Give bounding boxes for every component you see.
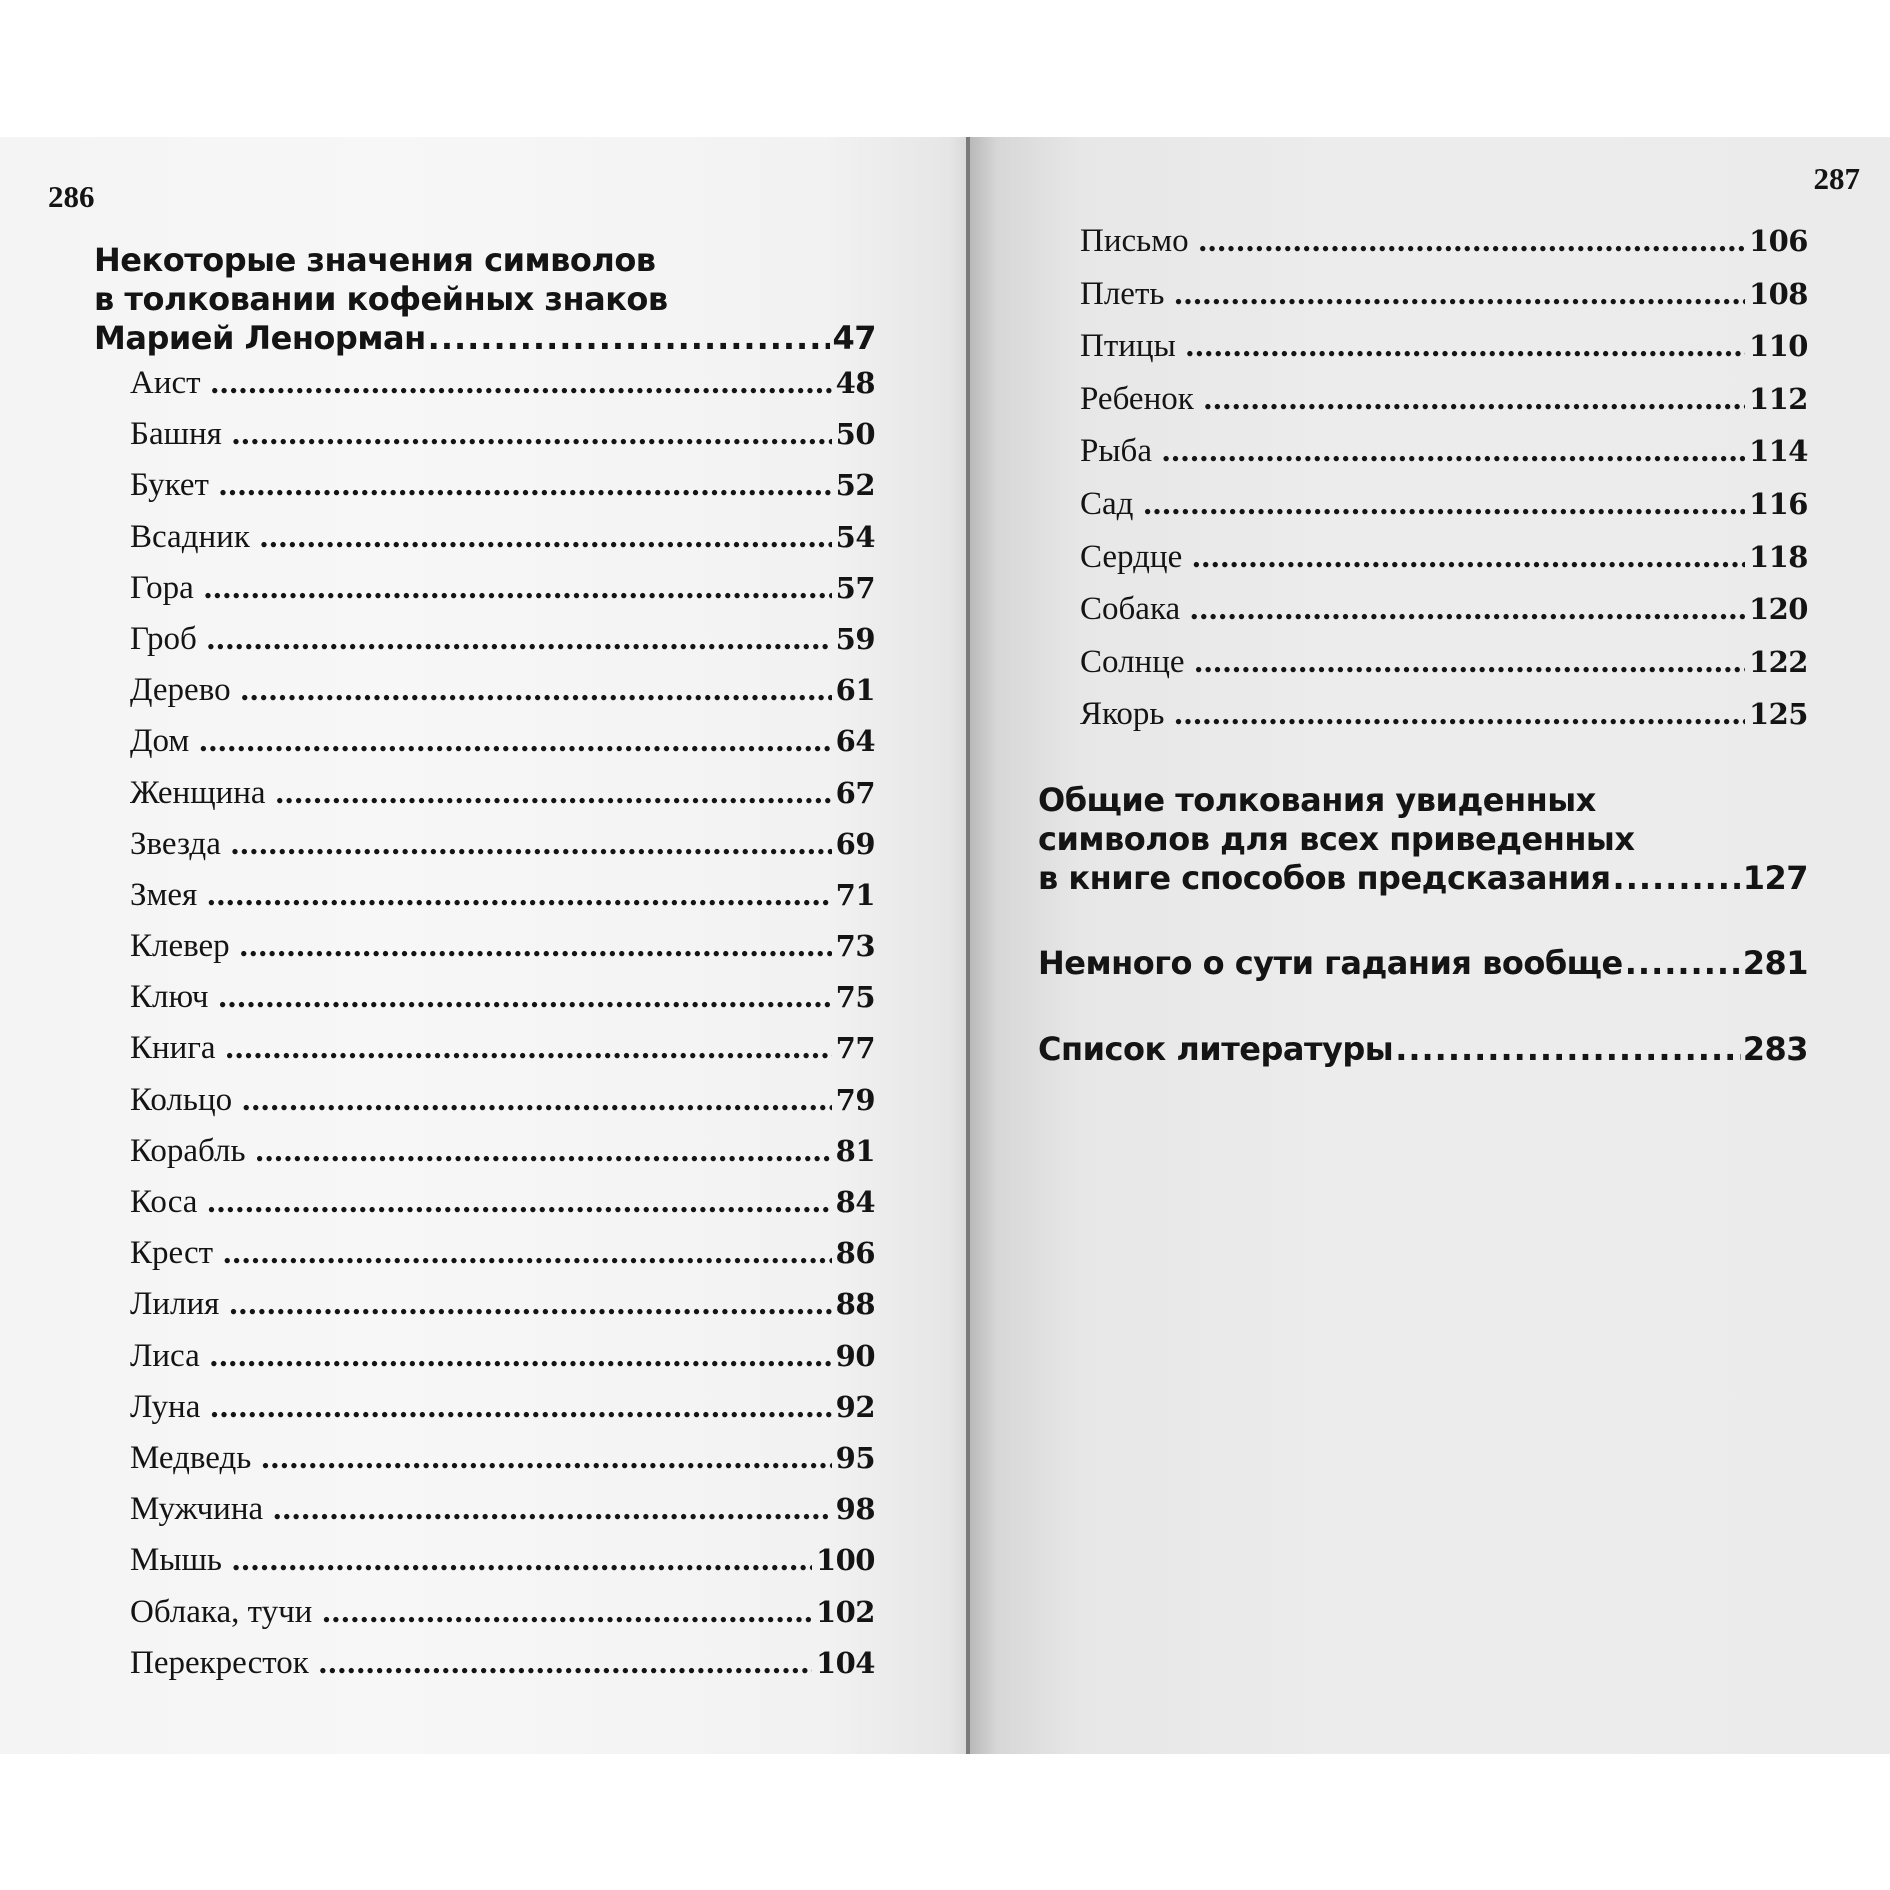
toc-entry[interactable] [130, 467, 875, 518]
toc-entry[interactable] [1080, 328, 1808, 381]
toc-entry-title: Всадник [130, 518, 250, 555]
toc-entry-page: 110 [1748, 329, 1808, 364]
heading-page-ref: 281 [1742, 944, 1808, 982]
dot-leader [232, 416, 832, 453]
toc-entry-title: Коса [130, 1184, 198, 1220]
heading-line: символов для всех приведенных [1038, 820, 1635, 858]
toc-entry[interactable] [130, 1645, 875, 1696]
toc-entry-title: Книга [130, 1030, 216, 1067]
toc-entry-title: Крест [130, 1235, 214, 1272]
dot-leader [322, 1594, 812, 1631]
dot-leader [207, 621, 832, 658]
toc-entry-page: 100 [815, 1543, 875, 1578]
heading-page-ref: 283 [1742, 1030, 1808, 1068]
dot-leader [207, 877, 831, 914]
toc-entry[interactable] [130, 416, 875, 467]
toc-entry[interactable] [130, 1594, 875, 1645]
toc-entry-page: 79 [835, 1082, 875, 1117]
left-page [0, 137, 968, 1754]
dot-leader [211, 365, 832, 402]
toc-entry[interactable] [1080, 223, 1808, 276]
toc-entry-page: 104 [815, 1645, 875, 1680]
dot-leader [261, 1440, 831, 1477]
dot-leader [199, 723, 831, 760]
right-page [970, 137, 1890, 1754]
toc-entry[interactable] [130, 775, 875, 826]
toc-entry-title: Звезда [130, 825, 221, 862]
toc-entry[interactable] [130, 1133, 875, 1184]
dot-leader [210, 1338, 832, 1375]
toc-entry[interactable] [130, 1286, 875, 1337]
toc-entry[interactable] [1080, 433, 1808, 486]
toc-entry[interactable] [130, 1235, 875, 1286]
toc-entry[interactable] [130, 1338, 875, 1389]
toc-entry-page: 106 [1748, 224, 1808, 258]
toc-entry-page: 75 [835, 980, 875, 1015]
toc-entry-page: 77 [835, 1031, 875, 1066]
toc-entry-page: 112 [1748, 381, 1808, 416]
dot-leader [204, 570, 832, 607]
toc-entry-title: Облака, тучи [130, 1593, 313, 1630]
toc-entry[interactable] [130, 928, 875, 979]
dot-leader [1192, 539, 1745, 576]
toc-entry-title: Якорь [1080, 696, 1165, 733]
toc-entry[interactable] [130, 621, 875, 672]
toc-entry[interactable] [130, 1542, 875, 1593]
dot-leader [226, 1030, 832, 1067]
toc-list-left [130, 365, 875, 1696]
dot-leader [256, 1133, 832, 1170]
toc-entry-title: Ключ [130, 979, 209, 1016]
toc-entry-page: 114 [1748, 434, 1808, 469]
toc-entry[interactable] [1080, 591, 1808, 644]
heading-page-ref: 127 [1742, 859, 1808, 897]
dot-leader [1174, 276, 1745, 313]
heading-line: в толковании кофейных знаков [94, 280, 668, 318]
dot-leader [1143, 486, 1745, 523]
toc-entry[interactable] [130, 365, 875, 416]
toc-entry[interactable] [1080, 486, 1808, 539]
dot-leader [219, 467, 832, 504]
dot-leader [231, 826, 832, 863]
heading-last-line [94, 319, 876, 358]
toc-entry-page: 122 [1748, 644, 1808, 679]
toc-entry-page: 64 [835, 724, 875, 759]
toc-entry-title: Лилия [130, 1286, 220, 1323]
dot-leader [229, 1286, 831, 1323]
dot-leader [1190, 591, 1745, 628]
dot-leader [273, 1491, 832, 1528]
toc-entry-title: Мужчина [130, 1491, 264, 1528]
heading-last-line [1038, 1030, 1808, 1069]
dot-leader [1204, 381, 1745, 418]
dot-leader [240, 928, 832, 965]
dot-leader [1162, 433, 1745, 470]
dot-leader [276, 775, 832, 812]
toc-entry-title: Гроб [130, 620, 197, 657]
toc-entry-page: 54 [835, 519, 875, 554]
toc-entry-title: Кольцо [130, 1081, 233, 1118]
toc-entry[interactable] [1080, 696, 1808, 749]
heading-last-line [1038, 859, 1808, 898]
toc-entry-title: Луна [130, 1388, 201, 1425]
toc-entry-page: 71 [835, 877, 875, 912]
heading-title: Список литературы [1038, 1030, 1394, 1068]
heading-title: в книге способов предсказания [1038, 859, 1611, 897]
toc-entry-title: Медведь [130, 1439, 252, 1476]
toc-entry-title: Клевер [130, 928, 230, 965]
toc-entry-title: Аист [130, 365, 201, 401]
toc-entry[interactable] [1080, 276, 1808, 329]
toc-entry-title: Корабль [130, 1132, 246, 1169]
toc-entry-title: Сад [1080, 485, 1134, 522]
dot-leader [1195, 644, 1745, 681]
toc-entry[interactable] [130, 1030, 875, 1081]
toc-entry-page: 84 [835, 1185, 875, 1219]
page-number-right: 287 [1813, 161, 1860, 196]
toc-entry-title: Собака [1080, 591, 1181, 628]
toc-entry-page: 102 [815, 1594, 875, 1629]
toc-entry-title: Башня [130, 416, 222, 453]
toc-entry-page: 90 [835, 1338, 875, 1373]
toc-entry-page: 118 [1748, 539, 1808, 574]
toc-entry[interactable] [130, 672, 875, 723]
dot-leader [1174, 696, 1745, 733]
heading-title: Немного о сути гадания вообще [1038, 944, 1623, 982]
toc-entry-page: 69 [835, 826, 875, 861]
toc-entry-title: Гора [130, 569, 194, 606]
toc-entry[interactable] [130, 570, 875, 621]
dot-leader [1625, 944, 1741, 983]
toc-entry[interactable] [1080, 539, 1808, 592]
dot-leader [223, 1235, 832, 1272]
toc-entry-page: 120 [1748, 592, 1808, 627]
dot-leader [1186, 328, 1745, 365]
toc-entry-page: 59 [835, 621, 875, 656]
toc-entry[interactable] [130, 1440, 875, 1491]
dot-leader [218, 979, 831, 1016]
toc-entry-title: Мышь [130, 1542, 222, 1579]
dot-leader [1613, 859, 1741, 898]
toc-entry-title: Рыба [1080, 433, 1152, 470]
section-heading-divination[interactable] [1038, 944, 1808, 983]
toc-entry-page: 61 [835, 673, 875, 708]
heading-last-line [1038, 944, 1808, 983]
heading-line: Общие толкования увиденных [1038, 781, 1596, 819]
dot-leader [1395, 1030, 1741, 1069]
toc-entry-title: Ребенок [1080, 380, 1194, 417]
toc-entry-page: 81 [835, 1133, 875, 1168]
toc-entry-title: Плеть [1080, 275, 1165, 312]
toc-entry-title: Птицы [1080, 328, 1176, 365]
toc-entry[interactable] [130, 519, 875, 570]
toc-entry-page: 92 [835, 1389, 875, 1424]
dot-leader [319, 1645, 812, 1682]
heading-line: Некоторые значения символов [94, 241, 656, 279]
dot-leader [232, 1542, 812, 1579]
toc-entry[interactable] [130, 723, 875, 774]
toc-entry-page: 125 [1748, 697, 1808, 732]
toc-entry-title: Дом [130, 723, 190, 760]
toc-entry[interactable] [130, 826, 875, 877]
section-heading-general[interactable] [1038, 781, 1808, 898]
toc-entry[interactable] [130, 1389, 875, 1440]
toc-entry-title: Женщина [130, 774, 266, 811]
dot-leader [207, 1184, 831, 1221]
dot-leader [260, 519, 832, 556]
section-heading-lenormand[interactable] [94, 241, 876, 358]
dot-leader [242, 1082, 832, 1119]
heading-title: Марией Ленорман [94, 319, 426, 357]
toc-entry[interactable] [130, 1491, 875, 1542]
heading-page-ref: 47 [832, 319, 876, 357]
toc-entry-page: 86 [835, 1236, 875, 1271]
toc-entry[interactable] [1080, 644, 1808, 697]
dot-leader [210, 1389, 831, 1426]
dot-leader [1199, 223, 1745, 260]
toc-entry[interactable] [1080, 381, 1808, 434]
toc-entry[interactable] [130, 1082, 875, 1133]
toc-entry-page: 98 [835, 1492, 875, 1527]
toc-entry-page: 48 [835, 366, 875, 400]
toc-entry-page: 50 [835, 417, 875, 452]
toc-entry[interactable] [130, 1184, 875, 1235]
toc-entry-title: Дерево [130, 672, 231, 709]
toc-entry-title: Солнце [1080, 643, 1185, 680]
toc-entry[interactable] [130, 979, 875, 1030]
section-heading-bibliography[interactable] [1038, 1030, 1808, 1069]
toc-entry-title: Лиса [130, 1337, 200, 1374]
toc-entry-page: 108 [1748, 276, 1808, 311]
toc-entry-page: 67 [835, 775, 875, 810]
toc-entry-page: 116 [1748, 486, 1808, 521]
dot-leader [428, 319, 831, 358]
toc-entry-page: 52 [835, 468, 875, 503]
toc-entry-page: 57 [835, 570, 875, 605]
toc-entry[interactable] [130, 877, 875, 928]
toc-entry-title: Букет [130, 467, 209, 504]
toc-list-right [1080, 223, 1808, 749]
page-number-left: 286 [48, 179, 95, 214]
toc-entry-page: 95 [835, 1440, 875, 1475]
toc-entry-title: Письмо [1080, 223, 1189, 259]
toc-entry-page: 73 [835, 929, 875, 964]
toc-entry-title: Перекресток [130, 1644, 309, 1681]
toc-entry-title: Змея [130, 876, 198, 913]
toc-entry-page: 88 [835, 1287, 875, 1322]
dot-leader [241, 672, 832, 709]
toc-entry-title: Сердце [1080, 538, 1183, 575]
